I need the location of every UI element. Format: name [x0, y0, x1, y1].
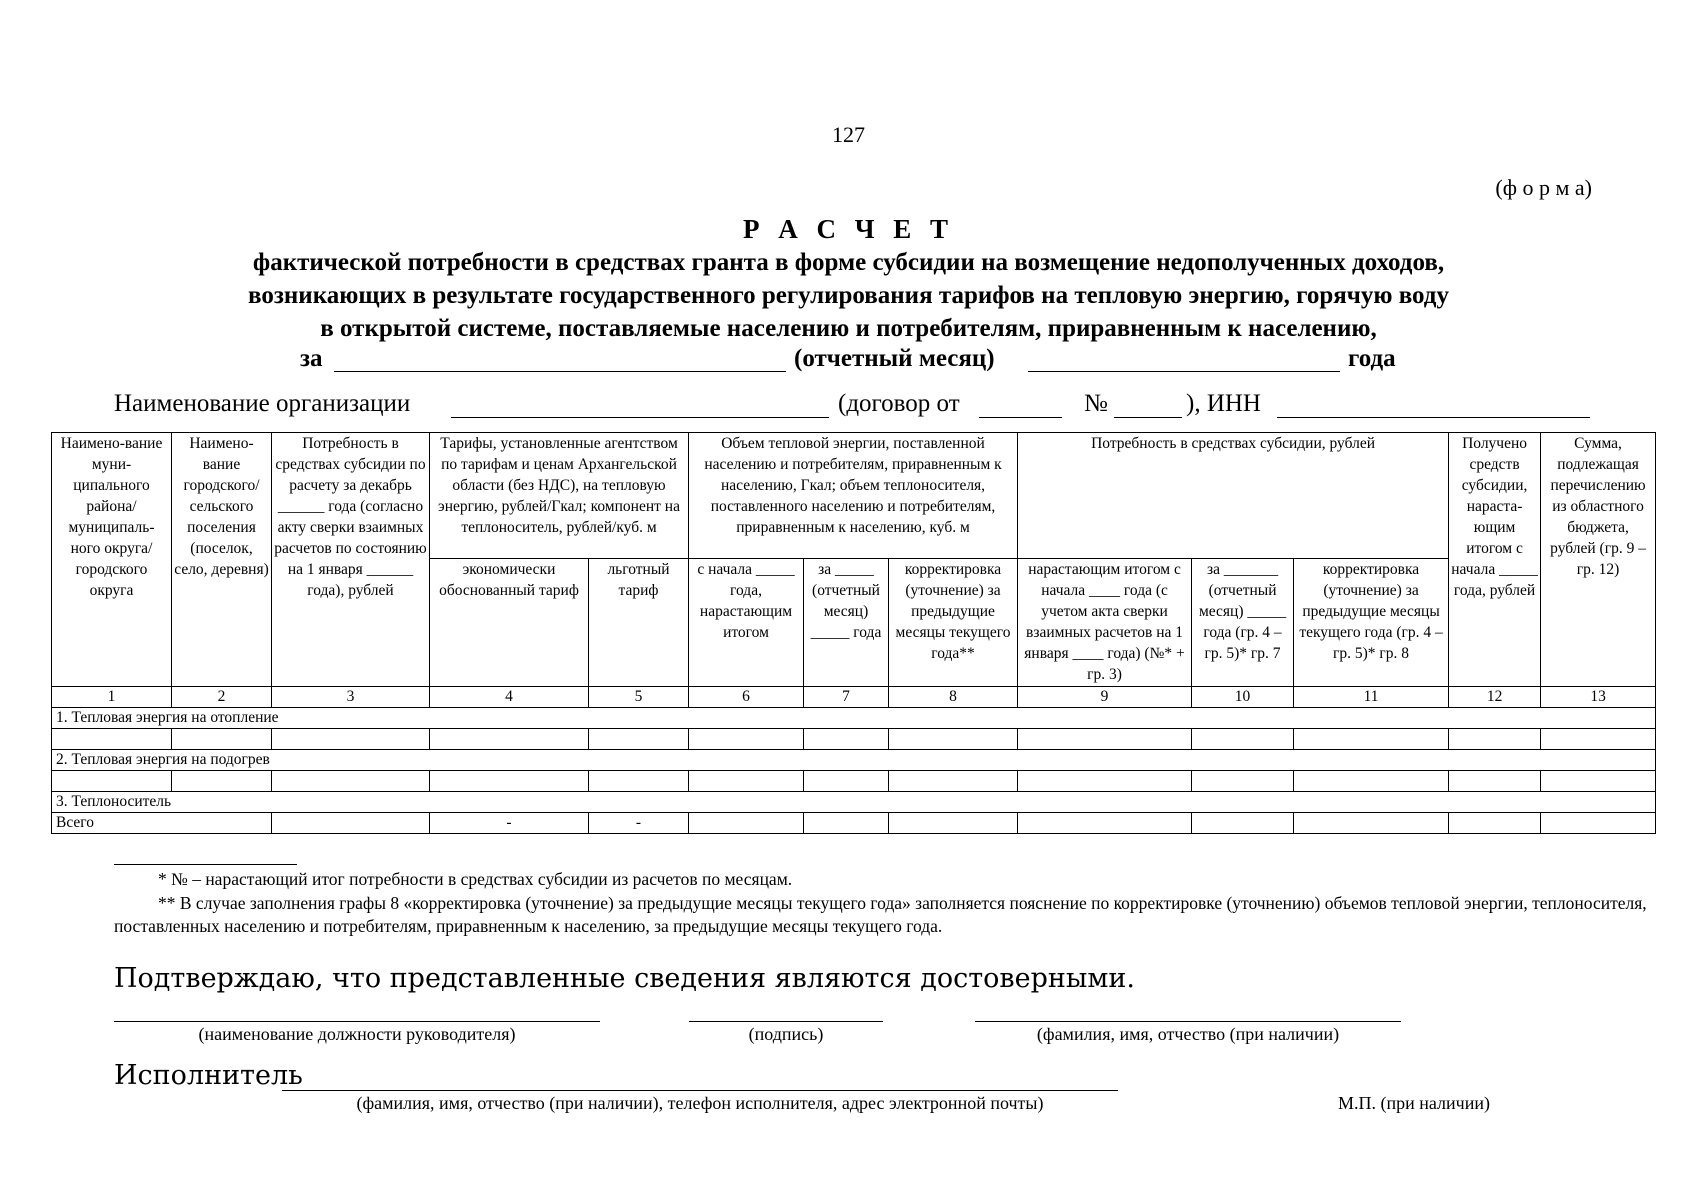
column-number: 6	[689, 687, 804, 708]
header-col-1: Наимено-вание муни-ципального района/ муниципаль-ного округа/ городского округа	[52, 433, 172, 687]
column-number: 9	[1018, 687, 1192, 708]
table-cell[interactable]	[52, 771, 172, 792]
document-title: Р А С Ч Е Т	[742, 214, 955, 244]
table-cell[interactable]	[1449, 813, 1541, 834]
header-col-6: с начала _____ года, нарастающим итогом	[689, 559, 804, 687]
header-col-3: Потребность в средствах субсидии по расчету за декабрь ______ года (согласно акту сверки взаимных расчетов по состоянию на 1 января ______ года), рублей	[272, 433, 430, 687]
calculation-table	[51, 432, 1656, 834]
table-cell[interactable]	[1018, 729, 1192, 750]
header-col-2: Наимено-вание городского/ сельского поселения (поселок, село, деревня)	[172, 433, 272, 687]
fio-caption: (фамилия, имя, отчество (при наличии)	[1036, 1024, 1340, 1044]
section-label: 1. Тепловая энергия на отопление	[52, 708, 1656, 729]
column-number-row	[52, 687, 1656, 708]
header-group-volume: Объем тепловой энергии, поставленной населению и потребителям, приравненным к населению, Гкал; объем теплоносителя, поставленного населению и потребителям, приравненным к населению, куб. м	[689, 433, 1018, 559]
table-cell[interactable]	[889, 771, 1018, 792]
column-number: 4	[430, 687, 589, 708]
column-number: 11	[1294, 687, 1449, 708]
table-cell[interactable]	[689, 813, 804, 834]
organization-name-field[interactable]	[451, 417, 829, 418]
column-number: 13	[1541, 687, 1656, 708]
column-number: 12	[1449, 687, 1541, 708]
table-cell[interactable]	[172, 771, 272, 792]
table-cell[interactable]	[1192, 813, 1294, 834]
organization-label: Наименование организации	[114, 390, 411, 417]
table-cell[interactable]	[272, 813, 430, 834]
period-suffix: года	[1348, 345, 1396, 372]
form-label: (ф о р м а)	[1495, 175, 1592, 200]
table-cell[interactable]	[1018, 771, 1192, 792]
table-cell[interactable]	[1541, 813, 1656, 834]
fio-signature-line[interactable]	[975, 1021, 1401, 1022]
table-cell[interactable]	[172, 729, 272, 750]
subtitle-line-1: фактической потребности в средствах гранта в форме субсидии на возмещение недополученных доходов,	[252, 249, 1445, 276]
section-row-coolant	[52, 792, 1656, 813]
executor-caption: (фамилия, имя, отчество (при наличии), телефон исполнителя, адрес электронной почты)	[356, 1093, 1044, 1113]
table-cell[interactable]	[804, 771, 889, 792]
table-cell[interactable]	[1294, 771, 1449, 792]
table-cell[interactable]	[804, 813, 889, 834]
header-row-top	[52, 433, 1656, 559]
table-cell[interactable]	[804, 729, 889, 750]
contract-open: (договор от	[838, 390, 960, 417]
section-label: 3. Теплоноситель	[52, 792, 1656, 813]
column-number: 7	[804, 687, 889, 708]
column-number: 2	[172, 687, 272, 708]
table-cell[interactable]	[430, 729, 589, 750]
table-row	[52, 729, 1656, 750]
inn-field[interactable]	[1277, 417, 1590, 418]
table-cell[interactable]	[1541, 729, 1656, 750]
table-cell[interactable]	[889, 729, 1018, 750]
header-col-4: экономически обоснованный тариф	[430, 559, 589, 687]
table-cell[interactable]	[272, 729, 430, 750]
table-cell[interactable]	[1449, 771, 1541, 792]
table-cell[interactable]	[689, 729, 804, 750]
table-row	[52, 771, 1656, 792]
period-month-field[interactable]	[334, 371, 786, 372]
table-cell[interactable]	[1018, 813, 1192, 834]
table-cell[interactable]	[1192, 771, 1294, 792]
table-cell[interactable]	[689, 771, 804, 792]
table-cell[interactable]	[589, 771, 689, 792]
contract-close: ), ИНН	[1186, 390, 1261, 417]
header-group-tariffs: Тарифы, установленные агентством по тарифам и ценам Архангельской области (без НДС), на тепловую энергию, рублей/Гкал; компонент на теплоноситель, рублей/куб. м	[430, 433, 689, 559]
total-dash-col-5: -	[589, 813, 689, 834]
table-cell[interactable]	[1449, 729, 1541, 750]
table-cell[interactable]	[52, 729, 172, 750]
section-row-heating	[52, 708, 1656, 729]
table-cell[interactable]	[1294, 729, 1449, 750]
section-label: 2. Тепловая энергия на подогрев	[52, 750, 1656, 771]
table-cell[interactable]	[889, 813, 1018, 834]
column-number: 5	[589, 687, 689, 708]
column-number: 10	[1192, 687, 1294, 708]
position-caption: (наименование должности руководителя)	[198, 1024, 516, 1044]
total-dash-col-4: -	[430, 813, 589, 834]
header-col-5: льготный тариф	[589, 559, 689, 687]
table-cell[interactable]	[1294, 813, 1449, 834]
stamp-label: М.П. (при наличии)	[1338, 1093, 1490, 1113]
footnote-separator	[114, 864, 297, 865]
position-signature-line[interactable]	[114, 1021, 600, 1022]
header-col-13: Сумма, подлежащая перечислению из областного бюджета, рублей (гр. 9 – гр. 12)	[1541, 433, 1656, 687]
table-cell[interactable]	[1192, 729, 1294, 750]
subtitle-line-2: возникающих в результате государственного регулирования тарифов на тепловую энергию, горячую воду	[248, 282, 1449, 309]
period-year-field[interactable]	[1028, 371, 1340, 372]
contract-date-field[interactable]	[979, 417, 1062, 418]
table-cell[interactable]	[589, 729, 689, 750]
total-label: Всего	[52, 813, 272, 834]
table-cell[interactable]	[1541, 771, 1656, 792]
table-cell[interactable]	[272, 771, 430, 792]
signature-line[interactable]	[689, 1021, 883, 1022]
confirmation-text: Подтверждаю, что представленные сведения являются достоверными.	[114, 963, 1135, 994]
period-middle: (отчетный месяц)	[794, 345, 995, 372]
total-row	[52, 813, 1656, 834]
header-col-7: за _____ (отчетный месяц) _____ года	[804, 559, 889, 687]
column-number: 8	[889, 687, 1018, 708]
section-row-hot-water	[52, 750, 1656, 771]
page-number: 127	[832, 122, 865, 147]
footnote-2: ** В случае заполнения графы 8 «корректировка (уточнение) за предыдущие месяцы текущего года» заполняется пояснение по корректировке (уточнению) объемов тепловой энергии, теплоносителя, поставленных населению и потребителям, приравненным к населению, за предыдущие месяцы текущего года.	[114, 893, 1647, 936]
table-cell[interactable]	[430, 771, 589, 792]
period-prefix: за	[300, 345, 323, 372]
header-col-11: корректировка (уточнение) за предыдущие месяцы текущего года (гр. 4 – гр. 5)* гр. 8	[1294, 559, 1449, 687]
column-number: 3	[272, 687, 430, 708]
header-col-9: нарастающим итогом с начала ____ года (с учетом акта сверки взаимных расчетов на 1 января ____ года) (№* + гр. 3)	[1018, 559, 1192, 687]
subtitle-line-3: в открытой системе, поставляемые населению и потребителям, приравненным к населению,	[320, 315, 1377, 342]
header-col-8: корректировка (уточнение) за предыдущие месяцы текущего года**	[889, 559, 1018, 687]
contract-number-field[interactable]	[1114, 417, 1182, 418]
column-number: 1	[52, 687, 172, 708]
header-col-10: за _______ (отчетный месяц) _____ года (гр. 4 – гр. 5)* гр. 7	[1192, 559, 1294, 687]
signature-caption: (подпись)	[748, 1024, 824, 1044]
number-sign: №	[1084, 390, 1108, 417]
footnote-1: * № – нарастающий итог потребности в средствах субсидии из расчетов по месяцам.	[158, 869, 793, 889]
header-group-need: Потребность в средствах субсидии, рублей	[1018, 433, 1449, 559]
executor-line[interactable]	[282, 1090, 1118, 1091]
executor-label: Исполнитель	[114, 1060, 303, 1091]
header-col-12: Получено средств субсидии, нараста-ющим итогом с начала _____ года, рублей	[1449, 433, 1541, 687]
